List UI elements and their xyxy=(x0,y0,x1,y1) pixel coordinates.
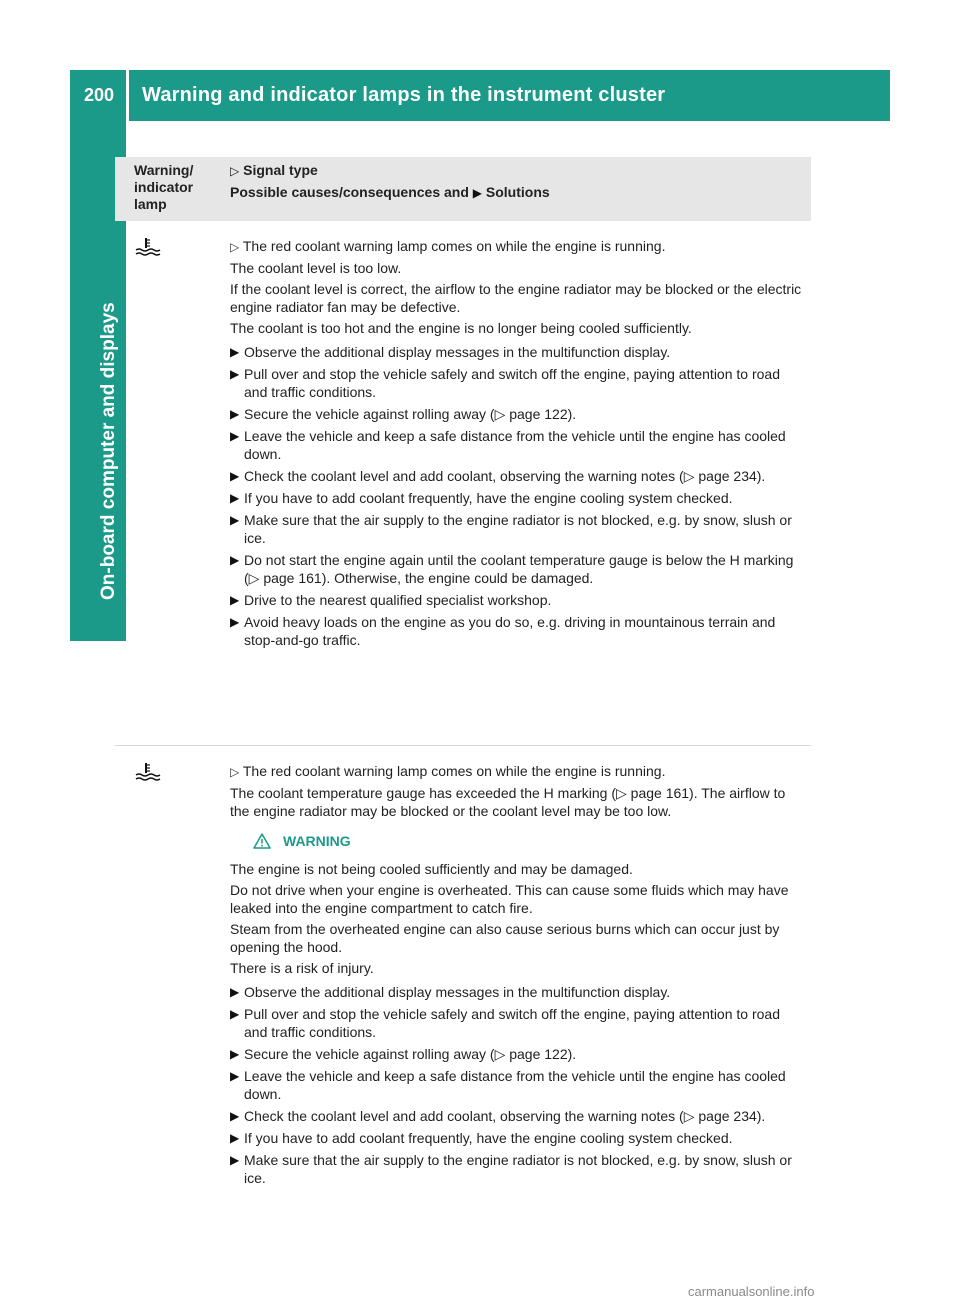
column-header-lamp-line: lamp xyxy=(134,196,167,212)
step-text: Check the coolant level and add coolant, observing the warning notes (▷ page 234). xyxy=(244,1108,766,1124)
warning-text: Steam from the overheated engine can also cause serious burns which can occur just by opening the hood. xyxy=(230,921,780,955)
cause-text: The coolant is too hot and the engine is no longer being cooled sufficiently. xyxy=(230,320,692,336)
solution-step xyxy=(230,1151,804,1187)
signal-label: The red coolant warning lamp comes on while the engine is running. xyxy=(242,763,666,779)
column-header-lamp xyxy=(134,162,224,213)
warning-text: There is a risk of injury. xyxy=(230,960,374,976)
warning-triangle-icon xyxy=(253,833,271,849)
row-content xyxy=(230,237,804,653)
watermark: carmanualsonline.info xyxy=(688,1284,815,1299)
step-text: Avoid heavy loads on the engine as you do so, e.g. driving in mountainous terrain and stop-and-go traffic. xyxy=(244,614,776,648)
warning-lamp-table xyxy=(115,157,811,1226)
action-arrow-icon: ▶ xyxy=(230,985,240,999)
action-arrow-icon: ▶ xyxy=(230,429,240,443)
solution-step xyxy=(230,343,804,361)
warning-label: WARNING xyxy=(283,833,351,849)
step-text: Make sure that the air supply to the engine radiator is not blocked, e.g. by snow, slush or ice. xyxy=(244,512,792,546)
solution-step xyxy=(230,427,804,463)
action-arrow-icon: ▶ xyxy=(230,1069,240,1083)
step-text: Secure the vehicle against rolling away (▷ page 122). xyxy=(244,406,577,422)
step-text: Pull over and stop the vehicle safely and switch off the engine, paying attention to road and traffic conditions. xyxy=(244,366,780,400)
step-text: Drive to the nearest qualified specialist workshop. xyxy=(244,592,552,608)
action-arrow-icon: ▶ xyxy=(230,407,240,421)
action-arrow-icon: ▶ xyxy=(230,593,240,607)
action-arrow-icon: ▶ xyxy=(230,1007,240,1021)
signal-text xyxy=(230,762,804,781)
step-text: Check the coolant level and add coolant, observing the warning notes (▷ page 234). xyxy=(244,468,766,484)
action-arrow-icon: ▶ xyxy=(230,513,240,527)
signal-text xyxy=(230,237,804,256)
solution-step xyxy=(230,467,804,485)
solution-step xyxy=(230,1005,804,1041)
signal-triangle-icon: ▷ xyxy=(230,164,240,178)
action-arrow-icon: ▶ xyxy=(230,1109,240,1123)
solution-step xyxy=(230,1045,804,1063)
step-text: Pull over and stop the vehicle safely and switch off the engine, paying attention to road and traffic conditions. xyxy=(244,1006,780,1040)
solution-step xyxy=(230,511,804,547)
column-header-signal xyxy=(230,162,550,206)
column-header-lamp-line: indicator xyxy=(134,179,194,195)
action-arrow-icon: ▶ xyxy=(472,186,483,200)
solution-step xyxy=(230,551,804,587)
coolant-temperature-icon xyxy=(133,761,161,781)
row-content xyxy=(230,762,804,1191)
warning-text: Do not drive when your engine is overheated. This can cause some fluids which may have leaked into the engine compartment to catch fire. xyxy=(230,882,789,916)
solution-step xyxy=(230,489,804,507)
action-arrow-icon: ▶ xyxy=(230,1153,240,1167)
action-arrow-icon: ▶ xyxy=(230,553,240,567)
step-text: Observe the additional display messages in the multifunction display. xyxy=(244,984,671,1000)
step-text: If you have to add coolant frequently, have the engine cooling system checked. xyxy=(244,490,733,506)
warning-heading xyxy=(230,832,804,850)
solution-step xyxy=(230,983,804,1001)
page-header xyxy=(70,70,890,121)
solution-step xyxy=(230,1107,804,1125)
table-header xyxy=(115,157,811,221)
column-header-causes-label: Possible causes/consequences and xyxy=(230,184,469,200)
signal-triangle-icon: ▷ xyxy=(230,240,240,254)
column-header-lamp-line: Warning/ xyxy=(134,162,194,178)
page-title: Warning and indicator lamps in the instrument cluster xyxy=(142,84,666,106)
step-text: Leave the vehicle and keep a safe distance from the vehicle until the engine has cooled down. xyxy=(244,428,786,462)
step-text: Leave the vehicle and keep a safe distance from the vehicle until the engine has cooled down. xyxy=(244,1068,786,1102)
step-text: Secure the vehicle against rolling away (▷ page 122). xyxy=(244,1046,577,1062)
cause-text: The coolant temperature gauge has exceeded the H marking (▷ page 161). The airflow to the engine radiator may be blocked or the coolant level may be too low. xyxy=(230,785,786,819)
table-row xyxy=(115,221,811,746)
action-arrow-icon: ▶ xyxy=(230,469,240,483)
solution-step xyxy=(230,365,804,401)
coolant-temperature-icon xyxy=(133,236,161,256)
column-header-solutions-label: Solutions xyxy=(485,184,550,200)
action-arrow-icon: ▶ xyxy=(230,615,240,629)
warning-text: The engine is not being cooled sufficiently and may be damaged. xyxy=(230,861,633,877)
side-tab-label: On-board computer and displays xyxy=(98,302,119,600)
step-text: Do not start the engine again until the coolant temperature gauge is below the H marking (▷ page 161). Otherwise, the engine could be damaged. xyxy=(244,552,794,586)
solution-step xyxy=(230,405,804,423)
table-row xyxy=(115,746,811,1226)
solution-step xyxy=(230,1129,804,1147)
step-text: Observe the additional display messages in the multifunction display. xyxy=(244,344,671,360)
action-arrow-icon: ▶ xyxy=(230,491,240,505)
step-text: Make sure that the air supply to the engine radiator is not blocked, e.g. by snow, slush or ice. xyxy=(244,1152,792,1186)
signal-triangle-icon: ▷ xyxy=(230,765,240,779)
step-text: If you have to add coolant frequently, have the engine cooling system checked. xyxy=(244,1130,733,1146)
action-arrow-icon: ▶ xyxy=(230,1131,240,1145)
signal-label: The red coolant warning lamp comes on while the engine is running. xyxy=(242,238,666,254)
column-header-signal-label: Signal type xyxy=(243,162,318,178)
page-number: 200 xyxy=(84,85,115,105)
solution-step xyxy=(230,591,804,609)
action-arrow-icon: ▶ xyxy=(230,1047,240,1061)
action-arrow-icon: ▶ xyxy=(230,345,240,359)
cause-text: The coolant level is too low. xyxy=(230,260,402,276)
solution-step xyxy=(230,613,804,649)
action-arrow-icon: ▶ xyxy=(230,367,240,381)
cause-text: If the coolant level is correct, the airflow to the engine radiator may be blocked or the electric engine radiator fan may be defective. xyxy=(230,281,802,315)
solution-step xyxy=(230,1067,804,1103)
